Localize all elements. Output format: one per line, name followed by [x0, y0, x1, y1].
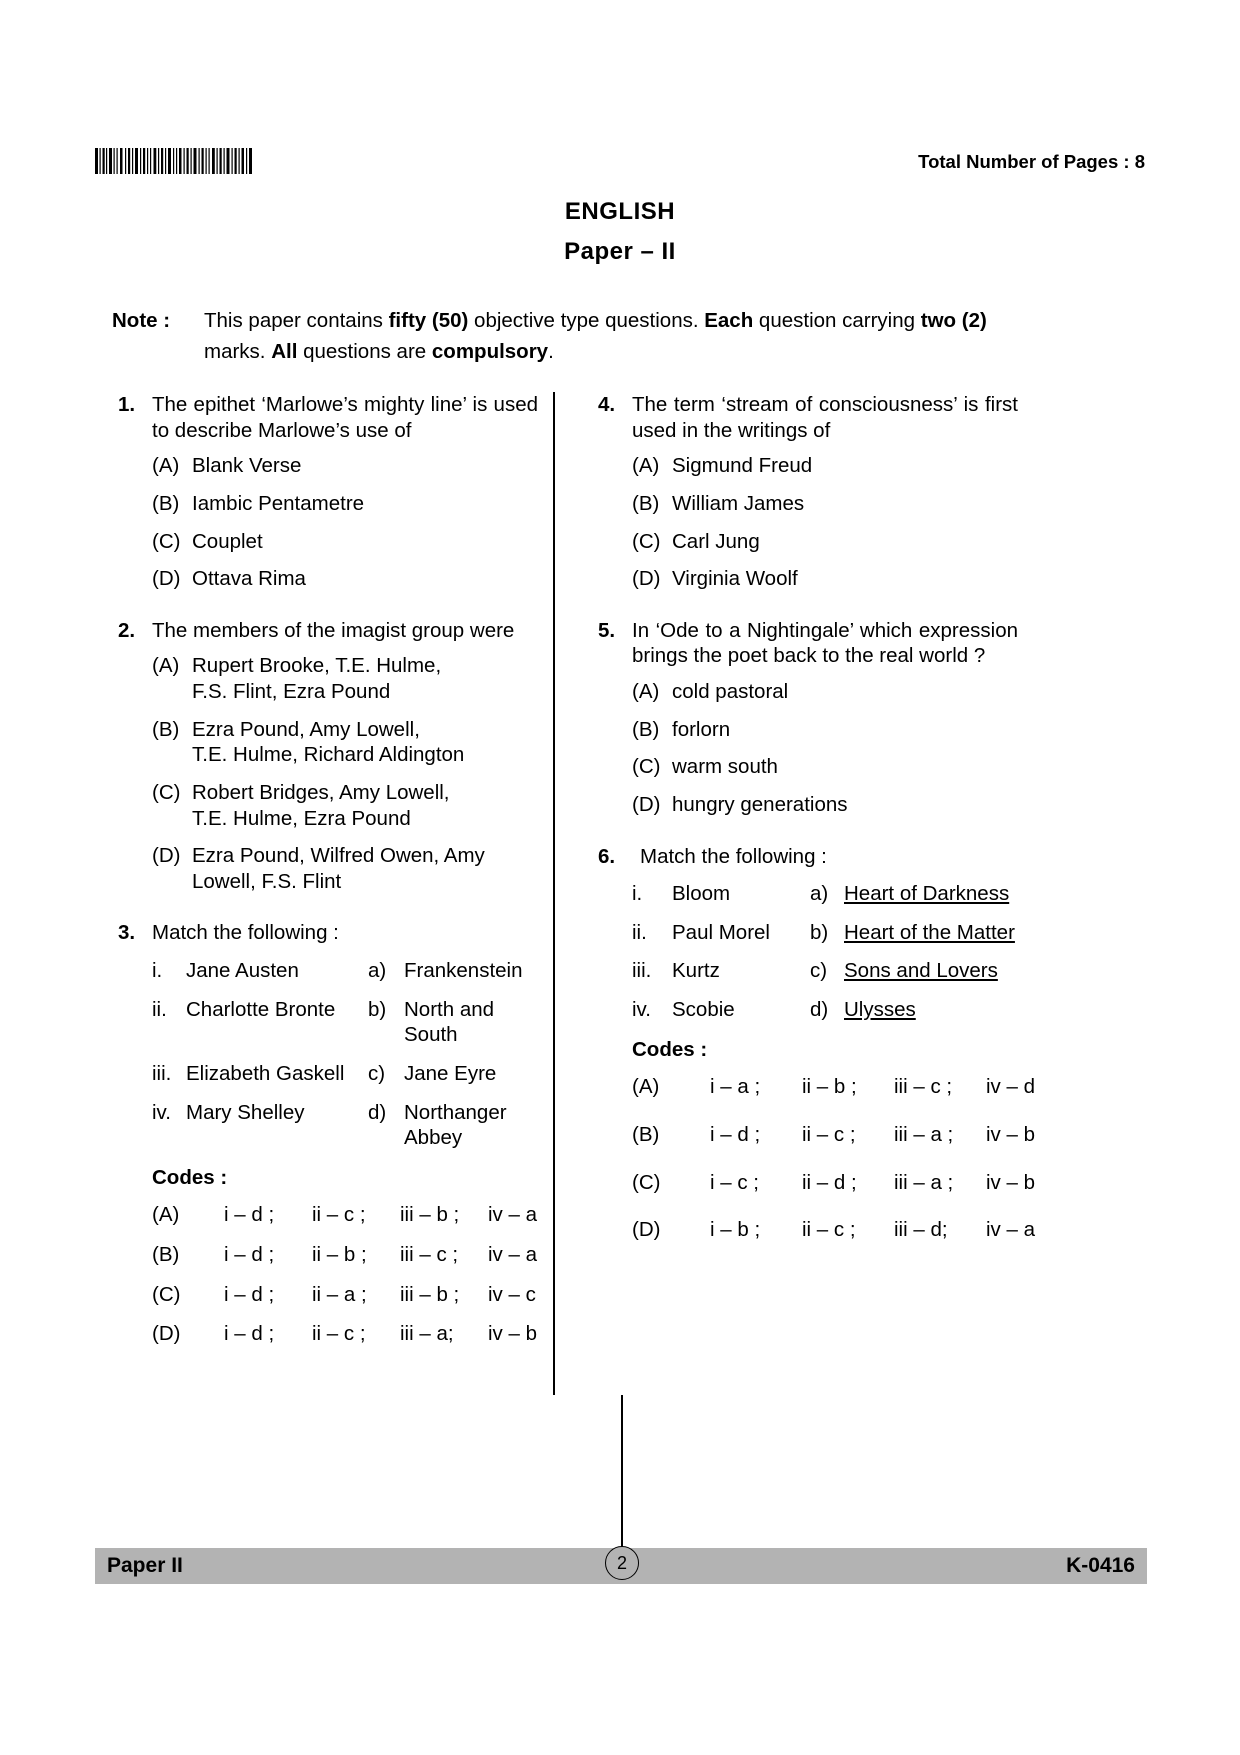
option-row[interactable] [598, 529, 1018, 555]
left-column [118, 392, 538, 1373]
match-left-item: Paul Morel [672, 920, 770, 944]
question-5-head [598, 618, 1018, 669]
match-left-item: Jane Austen [186, 959, 299, 982]
footer-code-label: K-0416 [1066, 1554, 1135, 1577]
match-right-item: Frankenstein [404, 959, 523, 982]
question-3-match-table [118, 958, 538, 1151]
option-key: (A) [632, 454, 660, 478]
question-6-text: Match the following : [640, 844, 827, 868]
question-5-number: 5. [598, 618, 616, 642]
match-right-line-2: Abbey [404, 1126, 463, 1150]
question-2-number: 2. [118, 618, 136, 642]
option-label: Sigmund Freud [672, 454, 813, 478]
code-key: (B) [632, 1122, 660, 1146]
code-cell: iii – c ; [400, 1243, 459, 1266]
match-row [632, 958, 1018, 984]
note-label: Note : [112, 309, 171, 332]
code-cell: iv – d [986, 1075, 1035, 1099]
option-key: (C) [152, 529, 181, 553]
total-pages-label: Total Number of Pages : 8 [918, 151, 1145, 172]
note-text [204, 305, 1012, 367]
match-row [152, 1061, 538, 1087]
barcode-icon [95, 148, 255, 174]
option-row[interactable] [598, 453, 1018, 479]
match-alpha: c) [810, 959, 828, 983]
code-cell: iv – b [488, 1322, 537, 1346]
option-label: warm south [672, 755, 778, 779]
subject-title: ENGLISH [564, 198, 676, 225]
option-label: cold pastoral [672, 680, 789, 703]
code-key: (D) [152, 1322, 181, 1346]
note-seg-compulsory: compulsory [431, 340, 549, 363]
center-rule [621, 1395, 623, 1547]
match-row [152, 1100, 538, 1151]
option-key: (B) [632, 491, 660, 515]
code-row[interactable] [118, 1282, 538, 1308]
option-label: Iambic Pentametre [192, 491, 365, 515]
option-key: (A) [152, 454, 180, 478]
code-cell: ii – a ; [312, 1282, 367, 1306]
option-row[interactable] [118, 529, 538, 555]
match-alpha: a) [810, 882, 829, 906]
match-row [632, 997, 1018, 1023]
code-cell: iii – c ; [894, 1075, 953, 1099]
option-label [192, 653, 538, 704]
option-key: (C) [632, 529, 661, 553]
note-seg-6: . [548, 340, 554, 363]
option-row[interactable] [118, 491, 538, 517]
option-line-1: Ezra Pound, Amy Lowell, [192, 717, 420, 741]
option-row[interactable] [118, 566, 538, 592]
option-label: Blank Verse [192, 454, 302, 478]
option-row[interactable] [598, 717, 1018, 743]
option-line-1: Ezra Pound, Wilfred Owen, Amy [192, 844, 485, 868]
match-row [152, 958, 538, 984]
code-key: (A) [632, 1075, 660, 1099]
match-right-item: Jane Eyre [404, 1061, 497, 1085]
option-key: (D) [152, 844, 181, 868]
code-row[interactable] [598, 1122, 1035, 1148]
option-label: Carl Jung [672, 529, 760, 553]
option-label [192, 717, 538, 768]
match-alpha: d) [810, 998, 829, 1021]
code-row[interactable] [598, 1217, 1035, 1243]
option-key: (A) [632, 680, 660, 703]
match-roman: iii. [152, 1061, 172, 1085]
code-cell: ii – d ; [802, 1170, 857, 1194]
option-line-2: T.E. Hulme, Ezra Pound [192, 806, 411, 830]
match-row [632, 920, 1018, 946]
option-label: William James [672, 491, 805, 515]
match-left-item: Elizabeth Gaskell [186, 1061, 345, 1085]
code-row[interactable] [598, 1170, 1035, 1196]
option-key: (B) [152, 717, 180, 741]
match-roman: i. [152, 959, 163, 982]
option-row[interactable] [118, 780, 538, 831]
option-line-1: Robert Bridges, Amy Lowell, [192, 780, 450, 804]
code-cell: iv – b [986, 1122, 1035, 1146]
code-cell: iii – d; [894, 1218, 948, 1242]
match-roman: ii. [152, 997, 167, 1021]
note-seg-each: Each [704, 309, 754, 332]
option-label [192, 780, 538, 831]
question-4-options [598, 453, 1018, 592]
page-header [95, 148, 1145, 188]
question-1-options [118, 453, 538, 592]
option-row[interactable] [118, 453, 538, 479]
code-cell: i – a ; [710, 1075, 761, 1099]
code-key: (D) [632, 1218, 661, 1242]
question-2-text: The members of the imagist group were [152, 618, 515, 642]
code-cell: iv – c [488, 1282, 536, 1306]
option-key: (A) [152, 654, 180, 678]
code-cell: ii – c ; [312, 1322, 366, 1346]
code-cell: ii – c ; [312, 1203, 366, 1227]
option-label: Couplet [192, 529, 263, 553]
question-3-head [118, 920, 538, 946]
code-cell: iv – a [986, 1218, 1035, 1242]
option-line-2: T.E. Hulme, Richard Aldington [192, 743, 465, 767]
question-6-codes-label: Codes : [632, 1037, 708, 1061]
option-row[interactable] [118, 843, 538, 894]
option-key: (D) [632, 792, 661, 816]
note-seg-2: objective type questions. [468, 309, 705, 332]
note-seg-1: This paper contains [204, 309, 389, 332]
code-cell: iv – a [488, 1203, 537, 1227]
page-number: 2 [616, 1552, 627, 1573]
code-cell: ii – c ; [802, 1218, 856, 1242]
code-row[interactable] [598, 1074, 1035, 1100]
option-key: (B) [152, 491, 180, 515]
code-cell: i – c ; [710, 1170, 759, 1194]
option-label: Ottava Rima [192, 567, 306, 591]
code-cell: i – d ; [224, 1322, 275, 1346]
question-4-head [598, 392, 1018, 443]
code-cell: iii – a; [400, 1322, 454, 1346]
footer-paper-label: Paper II [107, 1554, 183, 1577]
match-alpha: c) [368, 1061, 386, 1085]
note-seg-two: two (2) [920, 309, 987, 332]
match-left-item: Kurtz [672, 959, 720, 983]
page-number-badge [605, 1546, 639, 1580]
right-column [598, 392, 1035, 1269]
question-6 [598, 844, 1035, 1243]
match-row [152, 997, 538, 1048]
match-right-item: Ulysses [844, 998, 916, 1021]
option-line-2: F.S. Flint, Ezra Pound [192, 680, 391, 703]
match-row [632, 881, 1018, 907]
code-cell: iv – a [488, 1243, 537, 1266]
code-row[interactable] [118, 1242, 538, 1268]
code-cell: iv – b [986, 1170, 1035, 1194]
question-6-head [598, 844, 1018, 870]
match-roman: iv. [152, 1100, 171, 1124]
question-4-text: The term ‘stream of consciousness’ is first used in the writings of [632, 393, 1018, 442]
option-line-2: Lowell, F.S. Flint [192, 869, 342, 893]
option-key: (D) [632, 567, 661, 591]
match-left-item: Scobie [672, 998, 735, 1021]
question-1-head [118, 392, 538, 443]
code-cell: ii – b ; [312, 1243, 367, 1266]
code-cell: i – d ; [224, 1282, 275, 1306]
question-1-text: The epithet ‘Marlowe’s mighty line’ is used to describe Marlowe’s use of [152, 393, 538, 442]
option-label: Virginia Woolf [672, 567, 798, 591]
match-right-item: Heart of the Matter [844, 920, 1015, 944]
match-roman: iii. [632, 959, 652, 983]
option-row[interactable] [598, 566, 1018, 592]
match-alpha: b) [810, 920, 829, 944]
match-left-item: Charlotte Bronte [186, 997, 336, 1021]
code-cell: i – d ; [224, 1203, 275, 1227]
code-cell: iii – a ; [894, 1122, 954, 1146]
code-key: (C) [632, 1170, 661, 1194]
option-label [192, 843, 538, 894]
match-roman: ii. [632, 920, 647, 944]
note-seg-all: All [271, 340, 298, 363]
code-row[interactable] [118, 1321, 538, 1347]
paper-title: Paper – II [564, 238, 676, 265]
match-alpha: a) [368, 959, 387, 982]
question-5-text: In ‘Ode to a Nightingale’ which expression brings the poet back to the real world ? [632, 618, 1018, 668]
option-row[interactable] [118, 653, 538, 704]
question-5 [598, 618, 1018, 818]
question-3-text: Match the following : [152, 921, 339, 945]
match-alpha: d) [368, 1100, 387, 1124]
code-cell: ii – b ; [802, 1075, 857, 1099]
question-3 [118, 920, 538, 1347]
option-key: (C) [632, 755, 661, 779]
option-row[interactable] [598, 754, 1018, 780]
code-key: (B) [152, 1243, 180, 1266]
option-label: forlorn [672, 717, 731, 741]
code-cell: i – d ; [224, 1243, 275, 1266]
question-4 [598, 392, 1018, 592]
column-divider [553, 392, 555, 1395]
code-cell: iii – b ; [400, 1203, 460, 1227]
question-1 [118, 392, 538, 592]
match-right-item [404, 1100, 538, 1151]
option-key: (D) [152, 567, 181, 591]
title-block [0, 198, 1240, 266]
match-right-item: Heart of Darkness [844, 882, 1010, 906]
match-left-item: Mary Shelley [186, 1100, 305, 1124]
option-key: (C) [152, 780, 181, 804]
question-4-number: 4. [598, 393, 616, 416]
option-row[interactable] [118, 717, 538, 768]
code-cell: i – d ; [710, 1122, 761, 1146]
code-cell: i – b ; [710, 1218, 761, 1242]
question-1-number: 1. [118, 393, 136, 416]
question-6-match-table [598, 881, 1018, 1023]
question-3-codes-label: Codes : [152, 1165, 228, 1189]
question-6-number: 6. [598, 844, 616, 868]
option-row[interactable] [598, 491, 1018, 517]
option-label: hungry generations [672, 792, 848, 816]
option-row[interactable] [598, 792, 1018, 818]
question-3-number: 3. [118, 921, 136, 945]
match-right-item: Sons and Lovers [844, 959, 998, 983]
match-alpha: b) [368, 997, 387, 1021]
option-row[interactable] [598, 679, 1018, 705]
match-roman: iv. [632, 998, 651, 1021]
match-roman: i. [632, 882, 643, 906]
code-row[interactable] [118, 1202, 538, 1228]
note-seg-5: questions are [297, 340, 432, 363]
question-2-options [118, 653, 538, 894]
question-2-head [118, 618, 538, 644]
note-seg-4: marks. [204, 340, 272, 363]
question-2 [118, 618, 538, 895]
code-key: (A) [152, 1203, 180, 1227]
note-seg-3: question carrying [753, 309, 921, 332]
question-5-options [598, 679, 1018, 818]
option-key: (B) [632, 717, 660, 741]
code-key: (C) [152, 1282, 181, 1306]
note-block [112, 305, 1012, 367]
match-left-item: Bloom [672, 882, 731, 906]
match-right-item: North and South [404, 997, 495, 1047]
match-right-line-1: Northanger [404, 1100, 507, 1124]
code-cell: iii – a ; [894, 1170, 954, 1194]
code-cell: iii – b ; [400, 1282, 460, 1306]
code-cell: ii – c ; [802, 1122, 856, 1146]
note-seg-fifty: fifty (50) [388, 309, 469, 332]
option-line-1: Rupert Brooke, T.E. Hulme, [192, 654, 442, 678]
